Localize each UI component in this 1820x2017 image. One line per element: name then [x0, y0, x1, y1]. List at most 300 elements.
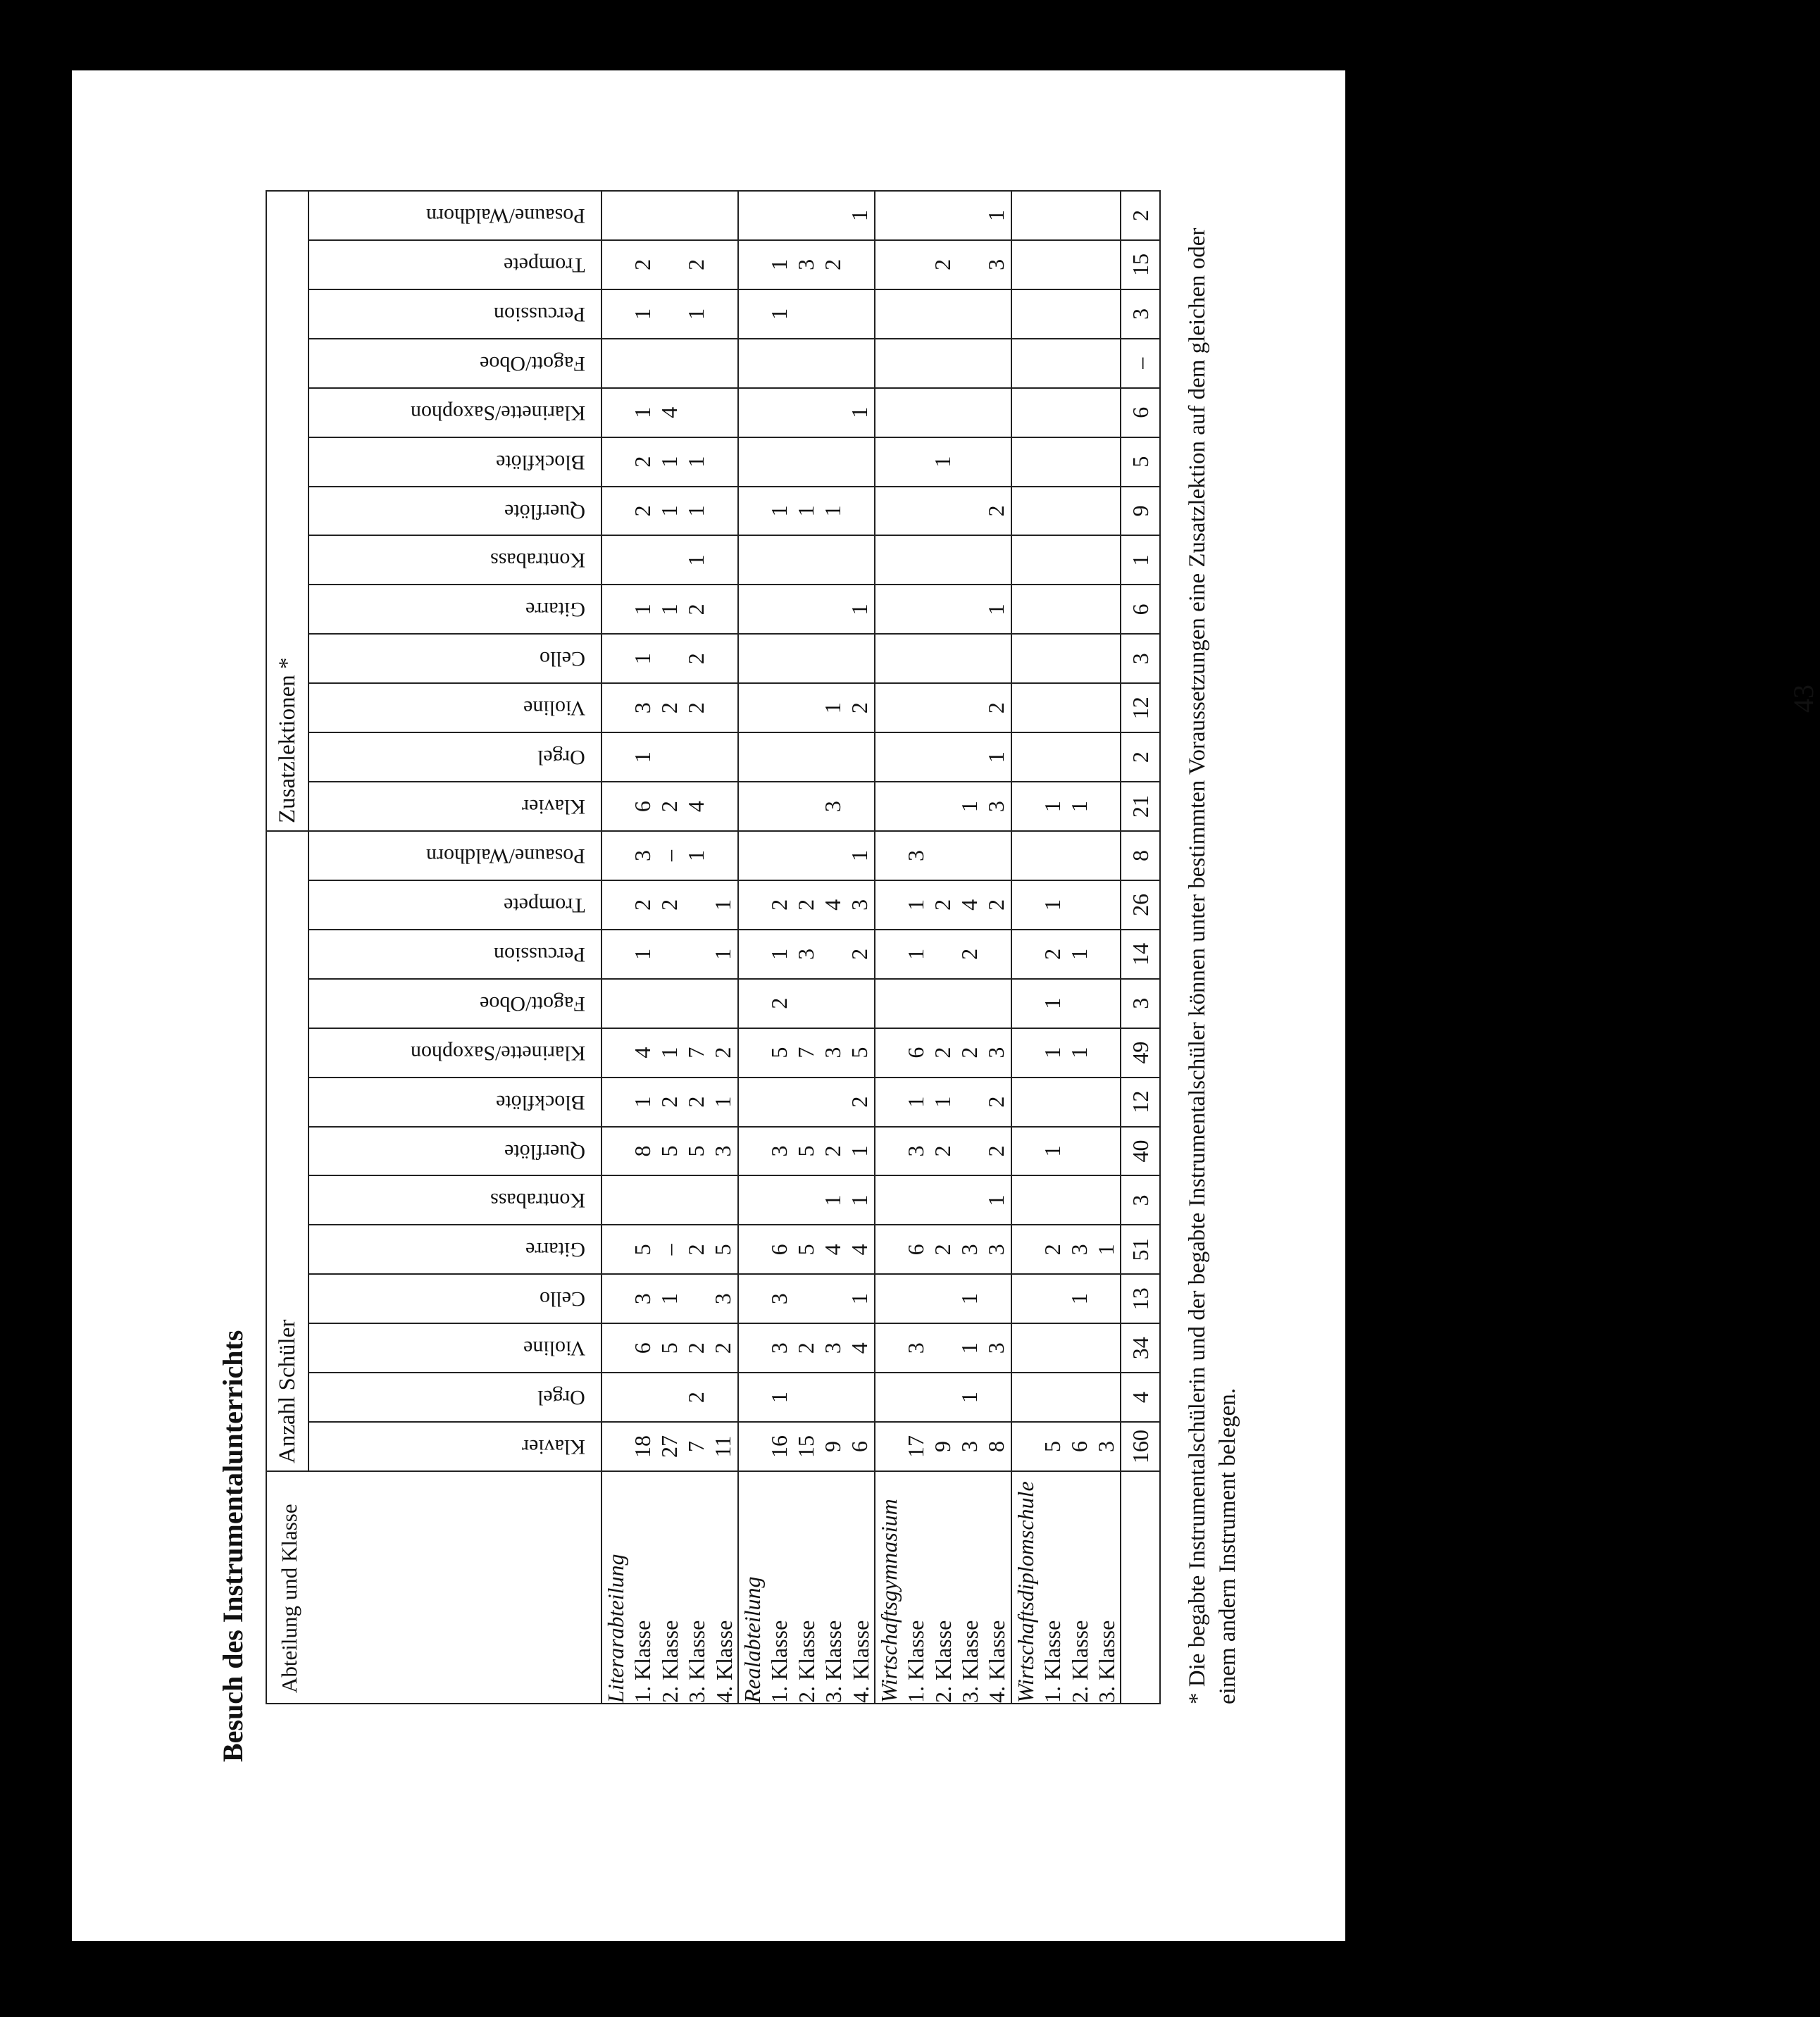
extra-cell: [875, 191, 1011, 240]
cell-value: 1: [630, 1096, 655, 1108]
cell-value: 1: [1039, 997, 1065, 1009]
extra-col-header: [308, 683, 602, 732]
cell-value: 1: [766, 505, 792, 517]
cell-value: 3: [846, 899, 872, 911]
column-label: Klarinette/Saxophon: [410, 401, 585, 425]
students-cell: [875, 880, 1011, 930]
cell-value: [1066, 980, 1092, 1028]
cell-value: [656, 192, 682, 239]
students-cell: [875, 1078, 1011, 1127]
students-total-cell: 49: [1121, 1028, 1160, 1078]
class-label: 1. Klasse: [766, 1620, 792, 1703]
cell-value: 2: [630, 899, 655, 911]
students-cell: [602, 1127, 738, 1176]
cell-value: 3: [766, 1145, 792, 1157]
extra-col-header: [308, 339, 602, 388]
cell-value: [1092, 290, 1119, 338]
students-cell: [738, 1175, 875, 1225]
document-page: [72, 70, 1819, 1941]
cell-value: [792, 339, 819, 387]
extra-cell: [1011, 191, 1121, 240]
cell-value: [983, 389, 1009, 437]
extra-cell: [738, 191, 875, 240]
cell-value: [709, 980, 736, 1028]
students-col-header: [308, 1127, 602, 1176]
cell-value: [682, 389, 709, 437]
cell-spacer: [875, 1078, 902, 1126]
cell-value: [902, 1373, 929, 1421]
extra-cell: [738, 339, 875, 388]
extra-cell: [875, 339, 1011, 388]
cell-value: 1: [902, 899, 928, 911]
cell-spacer: [602, 1176, 629, 1224]
cell-value: 1: [846, 604, 872, 616]
cell-value: [709, 339, 736, 387]
cell-value: 1: [819, 702, 845, 714]
students-col-header: [308, 1323, 602, 1373]
cell-value: [902, 1275, 929, 1323]
cell-value: [1066, 290, 1092, 338]
extra-cell: [738, 437, 875, 487]
cell-spacer: [1012, 585, 1039, 633]
cell-value: [929, 389, 956, 437]
cell-value: [956, 536, 983, 584]
cell-value: 8: [983, 1441, 1009, 1453]
students-cell: [738, 1078, 875, 1127]
cell-value: 6: [766, 1244, 792, 1256]
cell-value: [1092, 536, 1119, 584]
cell-value: 1: [1039, 801, 1065, 813]
cell-value: [819, 192, 846, 239]
students-cell: [1011, 1078, 1121, 1127]
students-col-header: [308, 1373, 602, 1422]
cell-value: [983, 290, 1009, 338]
cell-value: [656, 1373, 682, 1421]
cell-value: 2: [846, 948, 872, 960]
cell-value: [709, 733, 736, 781]
cell-value: 2: [630, 505, 655, 517]
cell-value: 3: [792, 258, 818, 270]
extra-cell: [1011, 634, 1121, 683]
class-label: 4. Klasse: [847, 1620, 873, 1703]
students-cell: [738, 1373, 875, 1422]
extra-cell: [875, 634, 1011, 683]
extra-cell: [875, 585, 1011, 634]
cell-value: [766, 684, 792, 732]
column-label: Klavier: [522, 1435, 585, 1459]
cell-spacer: [602, 684, 629, 732]
class-label: 1. Klasse: [630, 1620, 656, 1703]
cell-spacer: [875, 1225, 902, 1273]
extra-total-cell: 6: [1121, 388, 1160, 437]
cell-value: [1039, 290, 1066, 338]
extra-cell: [602, 782, 738, 831]
cell-value: [766, 585, 792, 633]
cell-value: 2: [656, 702, 682, 714]
cell-value: 4: [630, 1047, 655, 1059]
cell-value: 2: [710, 1342, 735, 1354]
students-total-cell: 3: [1121, 979, 1160, 1028]
cell-value: 1: [630, 308, 655, 320]
students-cell: [875, 1175, 1011, 1225]
cell-value: 6: [902, 1244, 928, 1256]
cell-value: 1: [983, 209, 1009, 221]
cell-value: [956, 438, 983, 486]
footnote: * Die begabte Instrumentalschülerin und der begabte Instrumentalschüler können unter bestimmten Voraussetzungen eine Zusatzlektion auf dem gleichen oder einem andern Instrument belegen.: [1185, 227, 1240, 1704]
cell-value: 3: [1066, 1244, 1092, 1256]
students-col-header: [308, 1175, 602, 1225]
cell-value: [956, 733, 983, 781]
cell-value: 5: [630, 1244, 655, 1256]
cell-spacer: [739, 241, 766, 289]
students-cell: [738, 979, 875, 1028]
cell-value: 3: [983, 258, 1009, 270]
extra-cell: [738, 487, 875, 536]
cell-value: 1: [929, 456, 955, 468]
cell-value: [956, 832, 983, 880]
cell-value: 1: [766, 258, 792, 270]
cell-value: [1066, 585, 1092, 633]
cell-value: [656, 536, 682, 584]
cell-value: [766, 438, 792, 486]
cell-value: [846, 487, 873, 535]
students-total-cell: 160: [1121, 1422, 1160, 1471]
cell-spacer: [1012, 1176, 1039, 1224]
column-label: Blockflöte: [496, 450, 585, 474]
cell-value: [956, 487, 983, 535]
column-label: Violine: [523, 1337, 585, 1361]
extra-cell: [1011, 585, 1121, 634]
cell-value: [929, 585, 956, 633]
cell-value: [709, 684, 736, 732]
cell-spacer: [875, 832, 902, 880]
cell-value: [682, 1275, 709, 1323]
cell-value: 1: [683, 849, 709, 861]
cell-value: 3: [983, 1244, 1009, 1256]
cell-value: [1092, 930, 1119, 978]
cell-spacer: [602, 1324, 629, 1372]
cell-spacer: [1012, 339, 1039, 387]
cell-value: 5: [846, 1047, 872, 1059]
students-cell: [875, 1028, 1011, 1078]
cell-value: [956, 339, 983, 387]
cell-value: [709, 389, 736, 437]
extra-cell: [602, 289, 738, 339]
cell-value: [846, 782, 873, 830]
cell-value: 1: [1039, 899, 1065, 911]
totals-label-cell: [1121, 1471, 1160, 1704]
cell-value: [902, 733, 929, 781]
cell-value: 5: [792, 1244, 818, 1256]
cell-spacer: [875, 339, 902, 387]
section-name: Literarabteilung: [603, 1554, 628, 1703]
cell-value: 4: [656, 406, 682, 418]
cell-value: [956, 192, 983, 239]
cell-value: [902, 1176, 929, 1224]
extra-cell: [1011, 289, 1121, 339]
cell-spacer: [875, 782, 902, 830]
extra-cell: [738, 289, 875, 339]
students-cell: [875, 1127, 1011, 1176]
cell-value: [1092, 980, 1119, 1028]
cell-value: [1066, 438, 1092, 486]
cell-value: [819, 438, 846, 486]
cell-value: [709, 241, 736, 289]
cell-value: 1: [1092, 1244, 1118, 1256]
cell-value: 2: [710, 1047, 735, 1059]
column-label: Klarinette/Saxophon: [410, 1041, 585, 1065]
cell-value: 1: [956, 1293, 982, 1305]
cell-value: [656, 930, 682, 978]
cell-value: 2: [656, 801, 682, 813]
cell-value: [766, 192, 792, 239]
extra-cell: [738, 732, 875, 782]
section-row: [875, 191, 1011, 1704]
cell-value: 1: [766, 308, 792, 320]
students-col-header: [308, 1078, 602, 1127]
cell-spacer: [875, 241, 902, 289]
students-col-header: [308, 1225, 602, 1274]
cell-value: [766, 782, 792, 830]
extra-col-header: [308, 240, 602, 289]
cell-value: 2: [929, 1244, 955, 1256]
cell-value: 5: [1039, 1441, 1065, 1453]
class-label: 3. Klasse: [957, 1620, 983, 1703]
cell-value: [983, 980, 1009, 1028]
cell-value: 4: [846, 1244, 872, 1256]
extra-cell: [602, 634, 738, 683]
cell-value: [766, 635, 792, 682]
cell-value: [1092, 635, 1119, 682]
cell-value: 2: [956, 1047, 982, 1059]
cell-spacer: [739, 782, 766, 830]
students-cell: [738, 1323, 875, 1373]
cell-spacer: [1012, 635, 1039, 682]
cell-spacer: [875, 881, 902, 929]
cell-value: [682, 192, 709, 239]
students-col-header: [308, 1028, 602, 1078]
cell-value: [846, 438, 873, 486]
cell-value: [983, 930, 1009, 978]
cell-value: [792, 585, 819, 633]
cell-spacer: [602, 389, 629, 437]
cell-value: 2: [766, 997, 792, 1009]
class-label: 1. Klasse: [1040, 1620, 1066, 1703]
cell-value: [846, 1373, 873, 1421]
column-label: Gitarre: [525, 1238, 585, 1262]
column-label: Trompete: [504, 253, 585, 277]
cell-value: 2: [819, 258, 845, 270]
cell-value: [1092, 1176, 1119, 1224]
cell-value: 1: [1066, 801, 1092, 813]
cell-value: [1092, 389, 1119, 437]
cell-value: 2: [683, 604, 709, 616]
cell-value: [766, 1078, 792, 1126]
cell-value: 3: [710, 1145, 735, 1157]
cell-spacer: [739, 930, 766, 978]
cell-value: [1092, 1324, 1119, 1372]
class-label: 4. Klasse: [711, 1620, 737, 1703]
cell-value: 2: [846, 1096, 872, 1108]
extra-col-header: [308, 487, 602, 536]
cell-spacer: [739, 339, 766, 387]
students-total-cell: 40: [1121, 1127, 1160, 1176]
column-label: Percussion: [494, 942, 585, 966]
extra-cell: [602, 339, 738, 388]
cell-value: 5: [656, 1145, 682, 1157]
extra-cell: [875, 240, 1011, 289]
cell-value: 1: [929, 1096, 955, 1108]
cell-value: [1066, 487, 1092, 535]
extra-cell: [875, 535, 1011, 585]
cell-spacer: [739, 1324, 766, 1372]
cell-value: 1: [683, 308, 709, 320]
students-col-header: [308, 1422, 602, 1471]
cell-value: [956, 1078, 983, 1126]
cell-value: 11: [710, 1435, 735, 1458]
cell-value: 3: [983, 1342, 1009, 1354]
extra-col-header: [308, 388, 602, 437]
extra-total-cell: 3: [1121, 289, 1160, 339]
cell-value: [819, 980, 846, 1028]
students-total-cell: 12: [1121, 1078, 1160, 1127]
cell-value: 1: [766, 1392, 792, 1404]
class-label: 4. Klasse: [984, 1620, 1010, 1703]
cell-spacer: [602, 1225, 629, 1273]
students-cell: [738, 831, 875, 880]
cell-value: [983, 536, 1009, 584]
cell-spacer: [875, 684, 902, 732]
cell-value: [629, 339, 656, 387]
extra-cell: [1011, 388, 1121, 437]
cell-value: [1039, 684, 1066, 732]
cell-value: [819, 536, 846, 584]
cell-value: [1092, 1128, 1119, 1175]
cell-value: [819, 585, 846, 633]
cell-spacer: [739, 536, 766, 584]
cell-value: [709, 782, 736, 830]
cell-spacer: [875, 487, 902, 535]
instrument-table: [266, 190, 1161, 1704]
cell-value: [1066, 1176, 1092, 1224]
document-title: Besuch des Instrumentalunterrichts: [217, 1330, 249, 1762]
section-label-cell: [875, 1471, 1011, 1704]
cell-value: 1: [683, 505, 709, 517]
cell-value: 1: [656, 1047, 682, 1059]
extra-total-cell: –: [1121, 339, 1160, 388]
cell-spacer: [602, 1029, 629, 1077]
extra-cell: [875, 289, 1011, 339]
cell-spacer: [1012, 832, 1039, 880]
extra-cell: [738, 535, 875, 585]
cell-value: 1: [846, 849, 872, 861]
cell-value: [766, 389, 792, 437]
cell-value: 1: [656, 456, 682, 468]
cell-value: [819, 832, 846, 880]
students-cell: [738, 1225, 875, 1274]
cell-value: 3: [819, 801, 845, 813]
cell-value: 3: [710, 1293, 735, 1305]
cell-spacer: [875, 192, 902, 239]
cell-value: [902, 980, 929, 1028]
cell-value: 1: [1066, 948, 1092, 960]
cell-value: 3: [766, 1293, 792, 1305]
cell-value: [846, 980, 873, 1028]
cell-value: 1: [683, 554, 709, 566]
cell-value: 1: [819, 1194, 845, 1206]
cell-value: [929, 192, 956, 239]
extra-total-cell: 1: [1121, 535, 1160, 585]
cell-spacer: [602, 536, 629, 584]
cell-spacer: [1012, 782, 1039, 830]
cell-spacer: [875, 1275, 902, 1323]
extra-total-cell: 15: [1121, 240, 1160, 289]
cell-value: [902, 782, 929, 830]
cell-value: 3: [956, 1441, 982, 1453]
cell-value: [929, 536, 956, 584]
cell-value: 2: [929, 1145, 955, 1157]
column-label: Querflöte: [504, 499, 585, 523]
extra-cell: [738, 782, 875, 831]
section-name: Realabteilung: [739, 1576, 765, 1703]
cell-spacer: [875, 585, 902, 633]
cell-value: 16: [766, 1435, 792, 1459]
cell-value: 3: [819, 1047, 845, 1059]
cell-value: 15: [792, 1435, 818, 1459]
cell-spacer: [875, 290, 902, 338]
column-label: Querflöte: [504, 1139, 585, 1163]
students-total-cell: 51: [1121, 1225, 1160, 1274]
cell-value: 2: [656, 899, 682, 911]
abteilung-header: Abteilung und Klasse: [266, 1471, 602, 1704]
cell-value: [1039, 192, 1066, 239]
cell-value: [983, 832, 1009, 880]
cell-value: [956, 389, 983, 437]
cell-value: [709, 1373, 736, 1421]
cell-value: [1039, 1275, 1066, 1323]
cell-value: [1039, 438, 1066, 486]
cell-spacer: [1012, 930, 1039, 978]
extra-cell: [738, 388, 875, 437]
column-label: Klavier: [522, 795, 585, 819]
cell-value: [1066, 536, 1092, 584]
cell-value: [846, 290, 873, 338]
cell-value: [709, 832, 736, 880]
extra-total-cell: 2: [1121, 732, 1160, 782]
cell-value: 6: [630, 1342, 655, 1354]
cell-value: [1039, 389, 1066, 437]
students-cell: [1011, 831, 1121, 880]
students-total-cell: 4: [1121, 1373, 1160, 1422]
cell-spacer: [739, 1176, 766, 1224]
students-cell: [1011, 1373, 1121, 1422]
cell-value: 1: [710, 948, 735, 960]
cell-value: 1: [846, 209, 872, 221]
cell-value: [983, 1275, 1009, 1323]
cell-value: [629, 536, 656, 584]
extra-cell: [602, 437, 738, 487]
cell-spacer: [739, 1029, 766, 1077]
cell-value: 2: [683, 258, 709, 270]
extra-cell: [1011, 487, 1121, 536]
cell-value: [929, 339, 956, 387]
extra-col-header: [308, 437, 602, 487]
cell-value: [929, 1373, 956, 1421]
cell-value: 4: [819, 1244, 845, 1256]
cell-spacer: [739, 635, 766, 682]
cell-value: 3: [902, 1145, 928, 1157]
cell-value: 1: [630, 406, 655, 418]
